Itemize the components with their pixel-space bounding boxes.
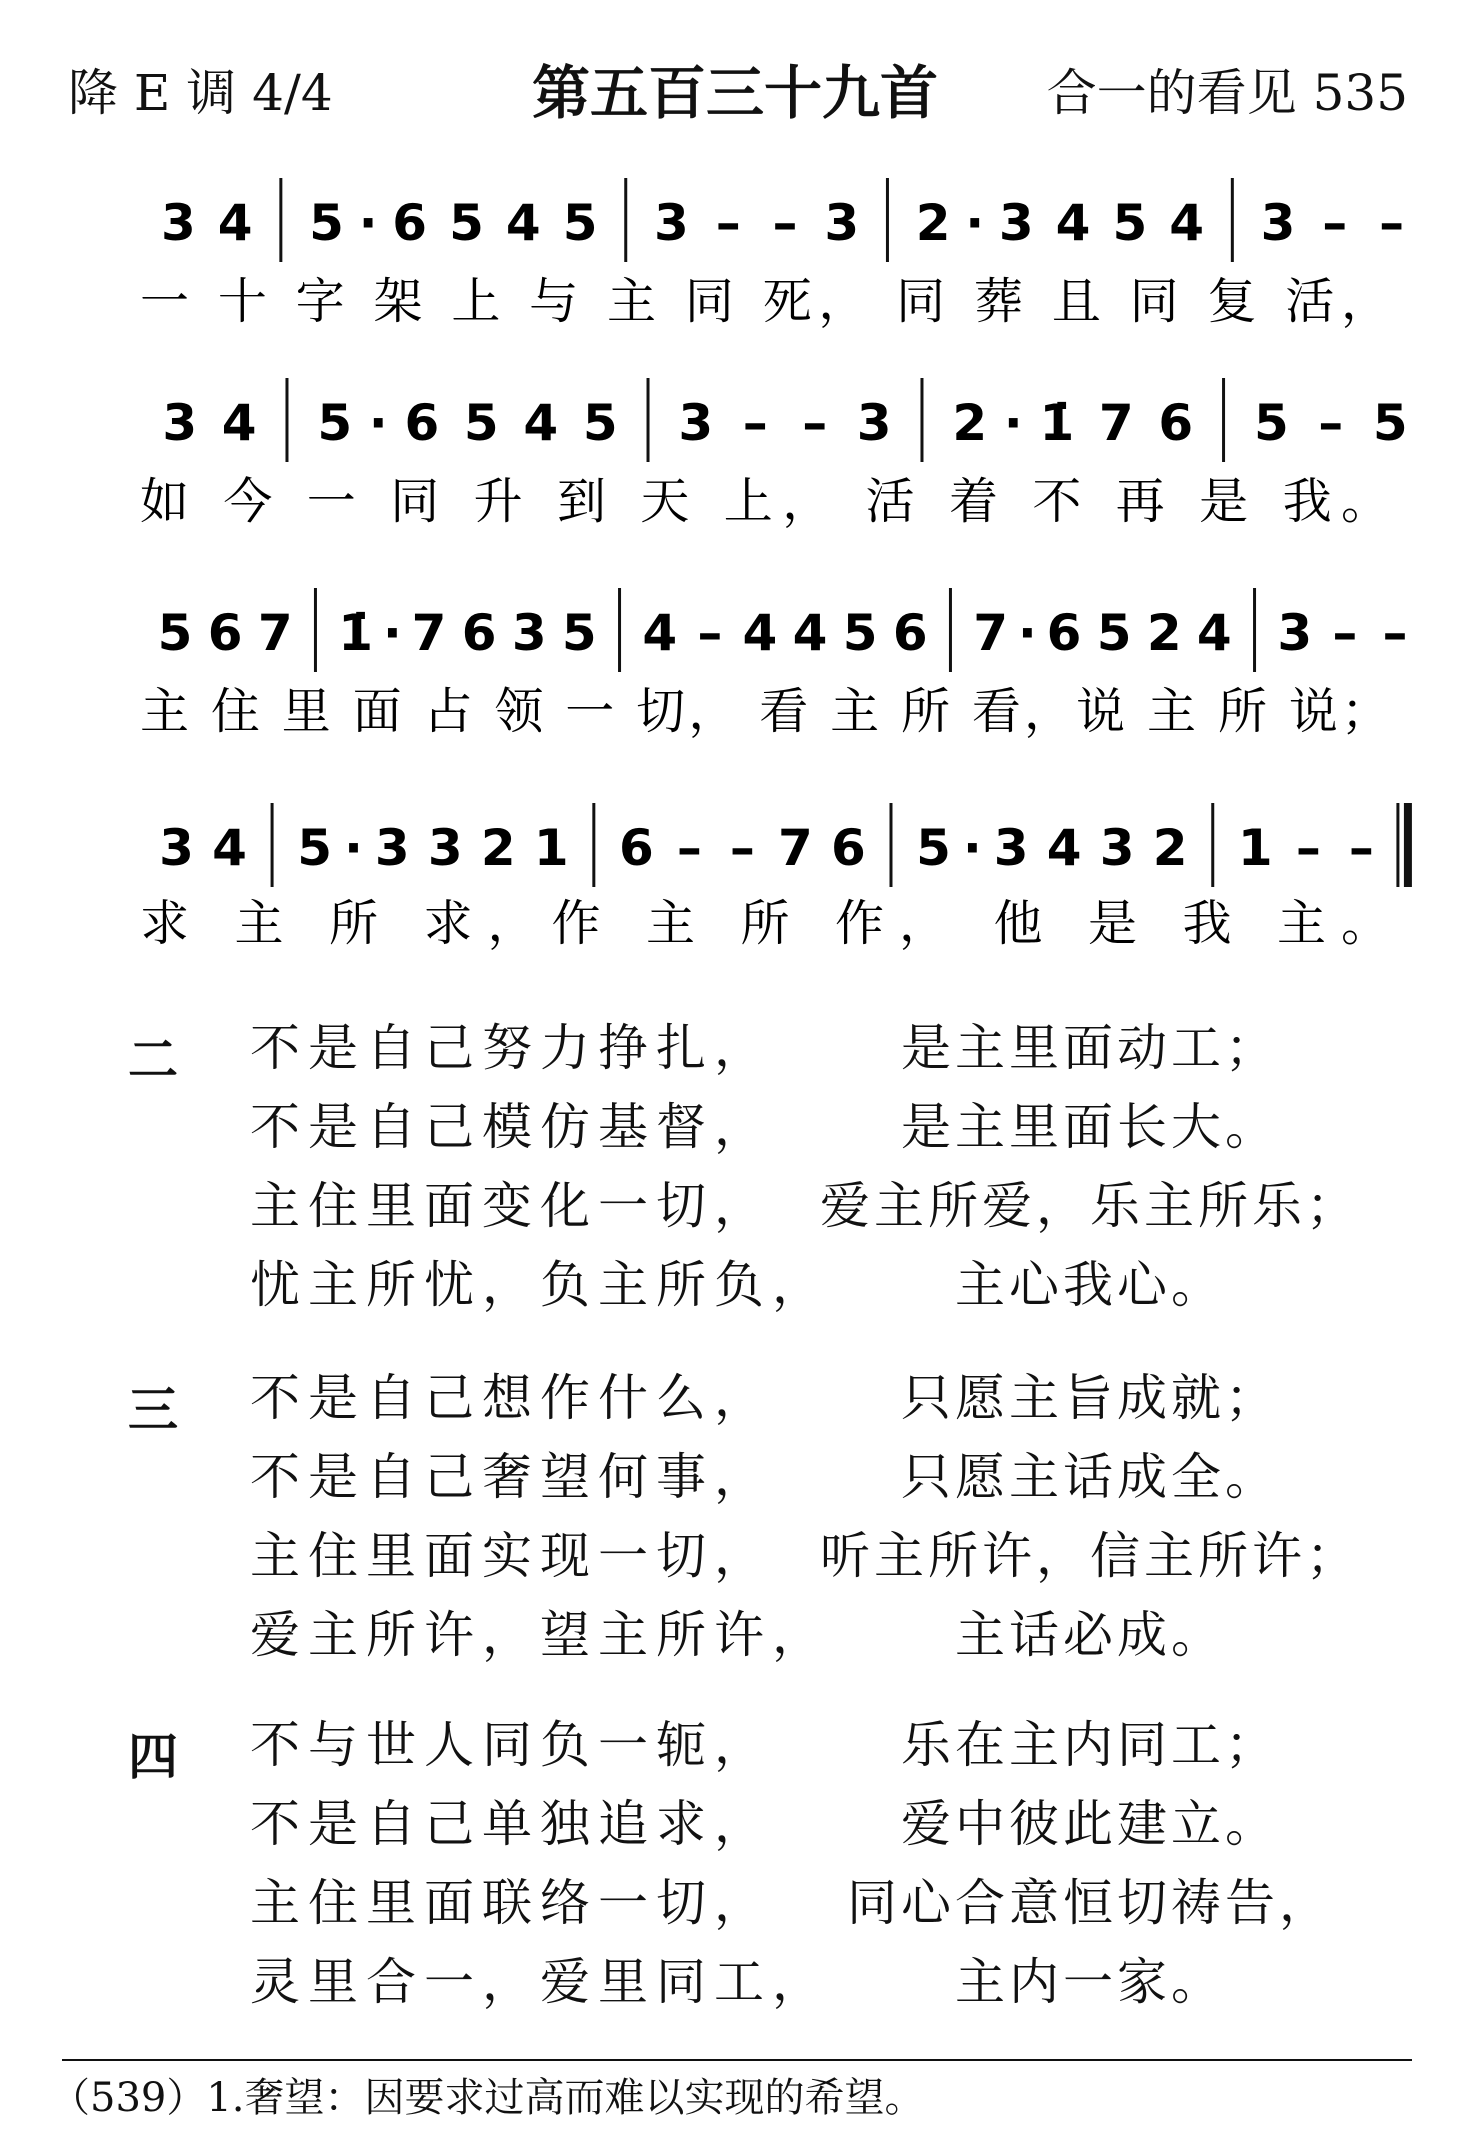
verse-line-right: 乐在主内同工； (901, 1716, 1279, 1774)
sustain-dash: – (772, 194, 798, 252)
sustain-dash: – (1322, 194, 1348, 252)
verse-line-right: 是主里面动工； (901, 1019, 1279, 1077)
dotted-note: · (358, 194, 378, 252)
verse-line-right: 听主所许，信主所许； (820, 1527, 1360, 1585)
lyric-line: 如 今 一 同 升 到 天 上， 活 着 不 再 是 我。 (140, 473, 1390, 530)
lyric-line: 求 主 所 求，作 主 所 作， 他 是 我 主。 (140, 895, 1390, 952)
verse-line-left: 不是自己努力挣扎， (250, 1019, 772, 1077)
note: 3 (1260, 194, 1296, 252)
note: 3 (856, 394, 892, 452)
verse-line-left: 不是自己单独追求， (250, 1795, 772, 1853)
footnote: （539）1.奢望：因要求过高而难以实现的希望。 (50, 2075, 925, 2121)
note: 7 (411, 604, 447, 662)
note: 4 (742, 604, 778, 662)
note: 2 (480, 819, 516, 877)
verse-line-left: 主住里面变化一切， (250, 1177, 772, 1235)
sustain-dash: – (1348, 819, 1374, 877)
note: 5 (1096, 604, 1132, 662)
verse-line-left: 灵里合一，爱里同工， (250, 1953, 830, 2011)
dotted-note: · (382, 604, 402, 662)
note: 7 (257, 604, 293, 662)
key-signature: 降 E 调 4/4 (68, 64, 333, 122)
verse-line-left: 不是自己想作什么， (250, 1369, 772, 1427)
note: 7 (778, 819, 813, 877)
hymn-title: 第五百三十九首 (531, 59, 938, 127)
note: 4 (792, 604, 828, 662)
note: 4 (221, 394, 257, 452)
note: 6 (831, 819, 866, 877)
verse-line-left: 爱主所许，望主所许， (250, 1606, 830, 1664)
note: 3 (998, 194, 1034, 252)
note: 3 (374, 819, 410, 877)
note: 4 (505, 194, 541, 252)
sustain-dash: – (802, 394, 828, 452)
note: 4 (217, 194, 253, 252)
note: 4 (642, 604, 678, 662)
note: 5 (309, 194, 344, 252)
note: 3 (993, 819, 1029, 877)
verse-line-right: 是主里面长大。 (901, 1098, 1279, 1156)
sustain-dash: – (715, 194, 741, 252)
sustain-dash: – (1379, 194, 1405, 252)
note: 4 (1046, 819, 1082, 877)
note: 5 (842, 604, 878, 662)
note: 4 (212, 819, 247, 877)
dotted-note: · (1017, 604, 1037, 662)
dotted-note: · (962, 819, 982, 877)
note: 4 (1196, 604, 1232, 662)
note: 5 (562, 194, 598, 252)
verse-line-right: 只愿主旨成就； (901, 1369, 1279, 1427)
sustain-dash: – (729, 819, 755, 877)
note: 6 (1046, 604, 1082, 662)
note: 6 (892, 604, 928, 662)
note: 4 (1055, 194, 1091, 252)
note: 5 (297, 819, 333, 877)
note: 3 (824, 194, 860, 252)
verse-line-right: 主心我心。 (955, 1256, 1225, 1314)
note: 1 (533, 819, 569, 877)
verse-line-left: 忧主所忧，负主所负， (250, 1256, 830, 1314)
note: 5 (582, 394, 618, 452)
note: 1̇ (338, 604, 374, 662)
note: 2 (952, 394, 988, 452)
verse-line-right: 主话必成。 (955, 1606, 1225, 1664)
note: 6 (392, 194, 428, 252)
stanza-number: 二 (128, 1031, 178, 1089)
note: 3 (511, 604, 547, 662)
lyric-line: 主 住 里 面 占 领 一 切， 看 主 所 看，说 主 所 说； (140, 683, 1390, 740)
sustain-dash: – (1318, 394, 1344, 452)
note: 6 (207, 604, 243, 662)
cross-reference: 合一的看见 535 (1046, 64, 1408, 122)
note: 3 (427, 819, 463, 877)
verse-line-right: 爱中彼此建立。 (901, 1795, 1279, 1853)
note: 5 (317, 394, 353, 452)
sustain-dash: – (1382, 604, 1408, 662)
note: 3 (1277, 604, 1313, 662)
note: 3 (159, 819, 194, 877)
note: 1̇ (1039, 394, 1075, 452)
verse-line-right: 只愿主话成全。 (901, 1448, 1279, 1506)
dotted-note: · (1003, 394, 1023, 452)
note: 5 (449, 194, 484, 252)
verse-line-left: 不是自己奢望何事， (250, 1448, 772, 1506)
note: 6 (619, 819, 654, 877)
sustain-dash: – (1295, 819, 1321, 877)
verse-line-right: 主内一家。 (955, 1953, 1225, 2011)
jianpu-score (0, 0, 1470, 980)
dotted-note: · (343, 819, 363, 877)
note: 2 (1146, 604, 1182, 662)
lyric-line: 一 十 字 架 上 与 主 同 死， 同 葬 且 同 复 活， (140, 273, 1390, 330)
note: 2 (1152, 819, 1188, 877)
verse-line-right: 同心合意恒切祷告， (847, 1874, 1333, 1932)
verse-line-left: 主住里面实现一切， (250, 1527, 772, 1585)
dotted-note: · (368, 394, 388, 452)
verse-line-right: 爱主所爱，乐主所乐； (820, 1177, 1360, 1235)
stanza-number: 四 (128, 1728, 178, 1786)
note: 7 (1098, 394, 1134, 452)
note: 5 (1253, 394, 1289, 452)
sustain-dash: – (697, 604, 723, 662)
note: 5 (1112, 194, 1148, 252)
note: 5 (1372, 394, 1408, 452)
note: 6 (1158, 394, 1194, 452)
note: 3 (1099, 819, 1135, 877)
note: 4 (1169, 194, 1205, 252)
sustain-dash: – (1332, 604, 1358, 662)
note: 3 (653, 194, 689, 252)
verse-line-left: 不与世人同负一轭， (250, 1716, 772, 1774)
footnote-rule (62, 2059, 1412, 2061)
note: 1 (1237, 819, 1273, 877)
note: 5 (561, 604, 597, 662)
note: 5 (463, 394, 499, 452)
note: 7 (973, 604, 1009, 662)
note: 6 (461, 604, 497, 662)
note: 4 (523, 394, 559, 452)
dotted-note: · (965, 194, 985, 252)
sustain-dash: – (676, 819, 702, 877)
note: 3 (678, 394, 714, 452)
verse-line-left: 不是自己模仿基督， (250, 1098, 772, 1156)
note: 3 (161, 194, 196, 252)
verse-line-left: 主住里面联络一切， (250, 1874, 772, 1932)
stanza-number: 三 (128, 1381, 178, 1439)
note: 5 (157, 604, 193, 662)
note: 3 (162, 394, 198, 452)
note: 2 (915, 194, 951, 252)
note: 5 (916, 819, 951, 877)
note: 6 (404, 394, 440, 452)
sustain-dash: – (742, 394, 768, 452)
